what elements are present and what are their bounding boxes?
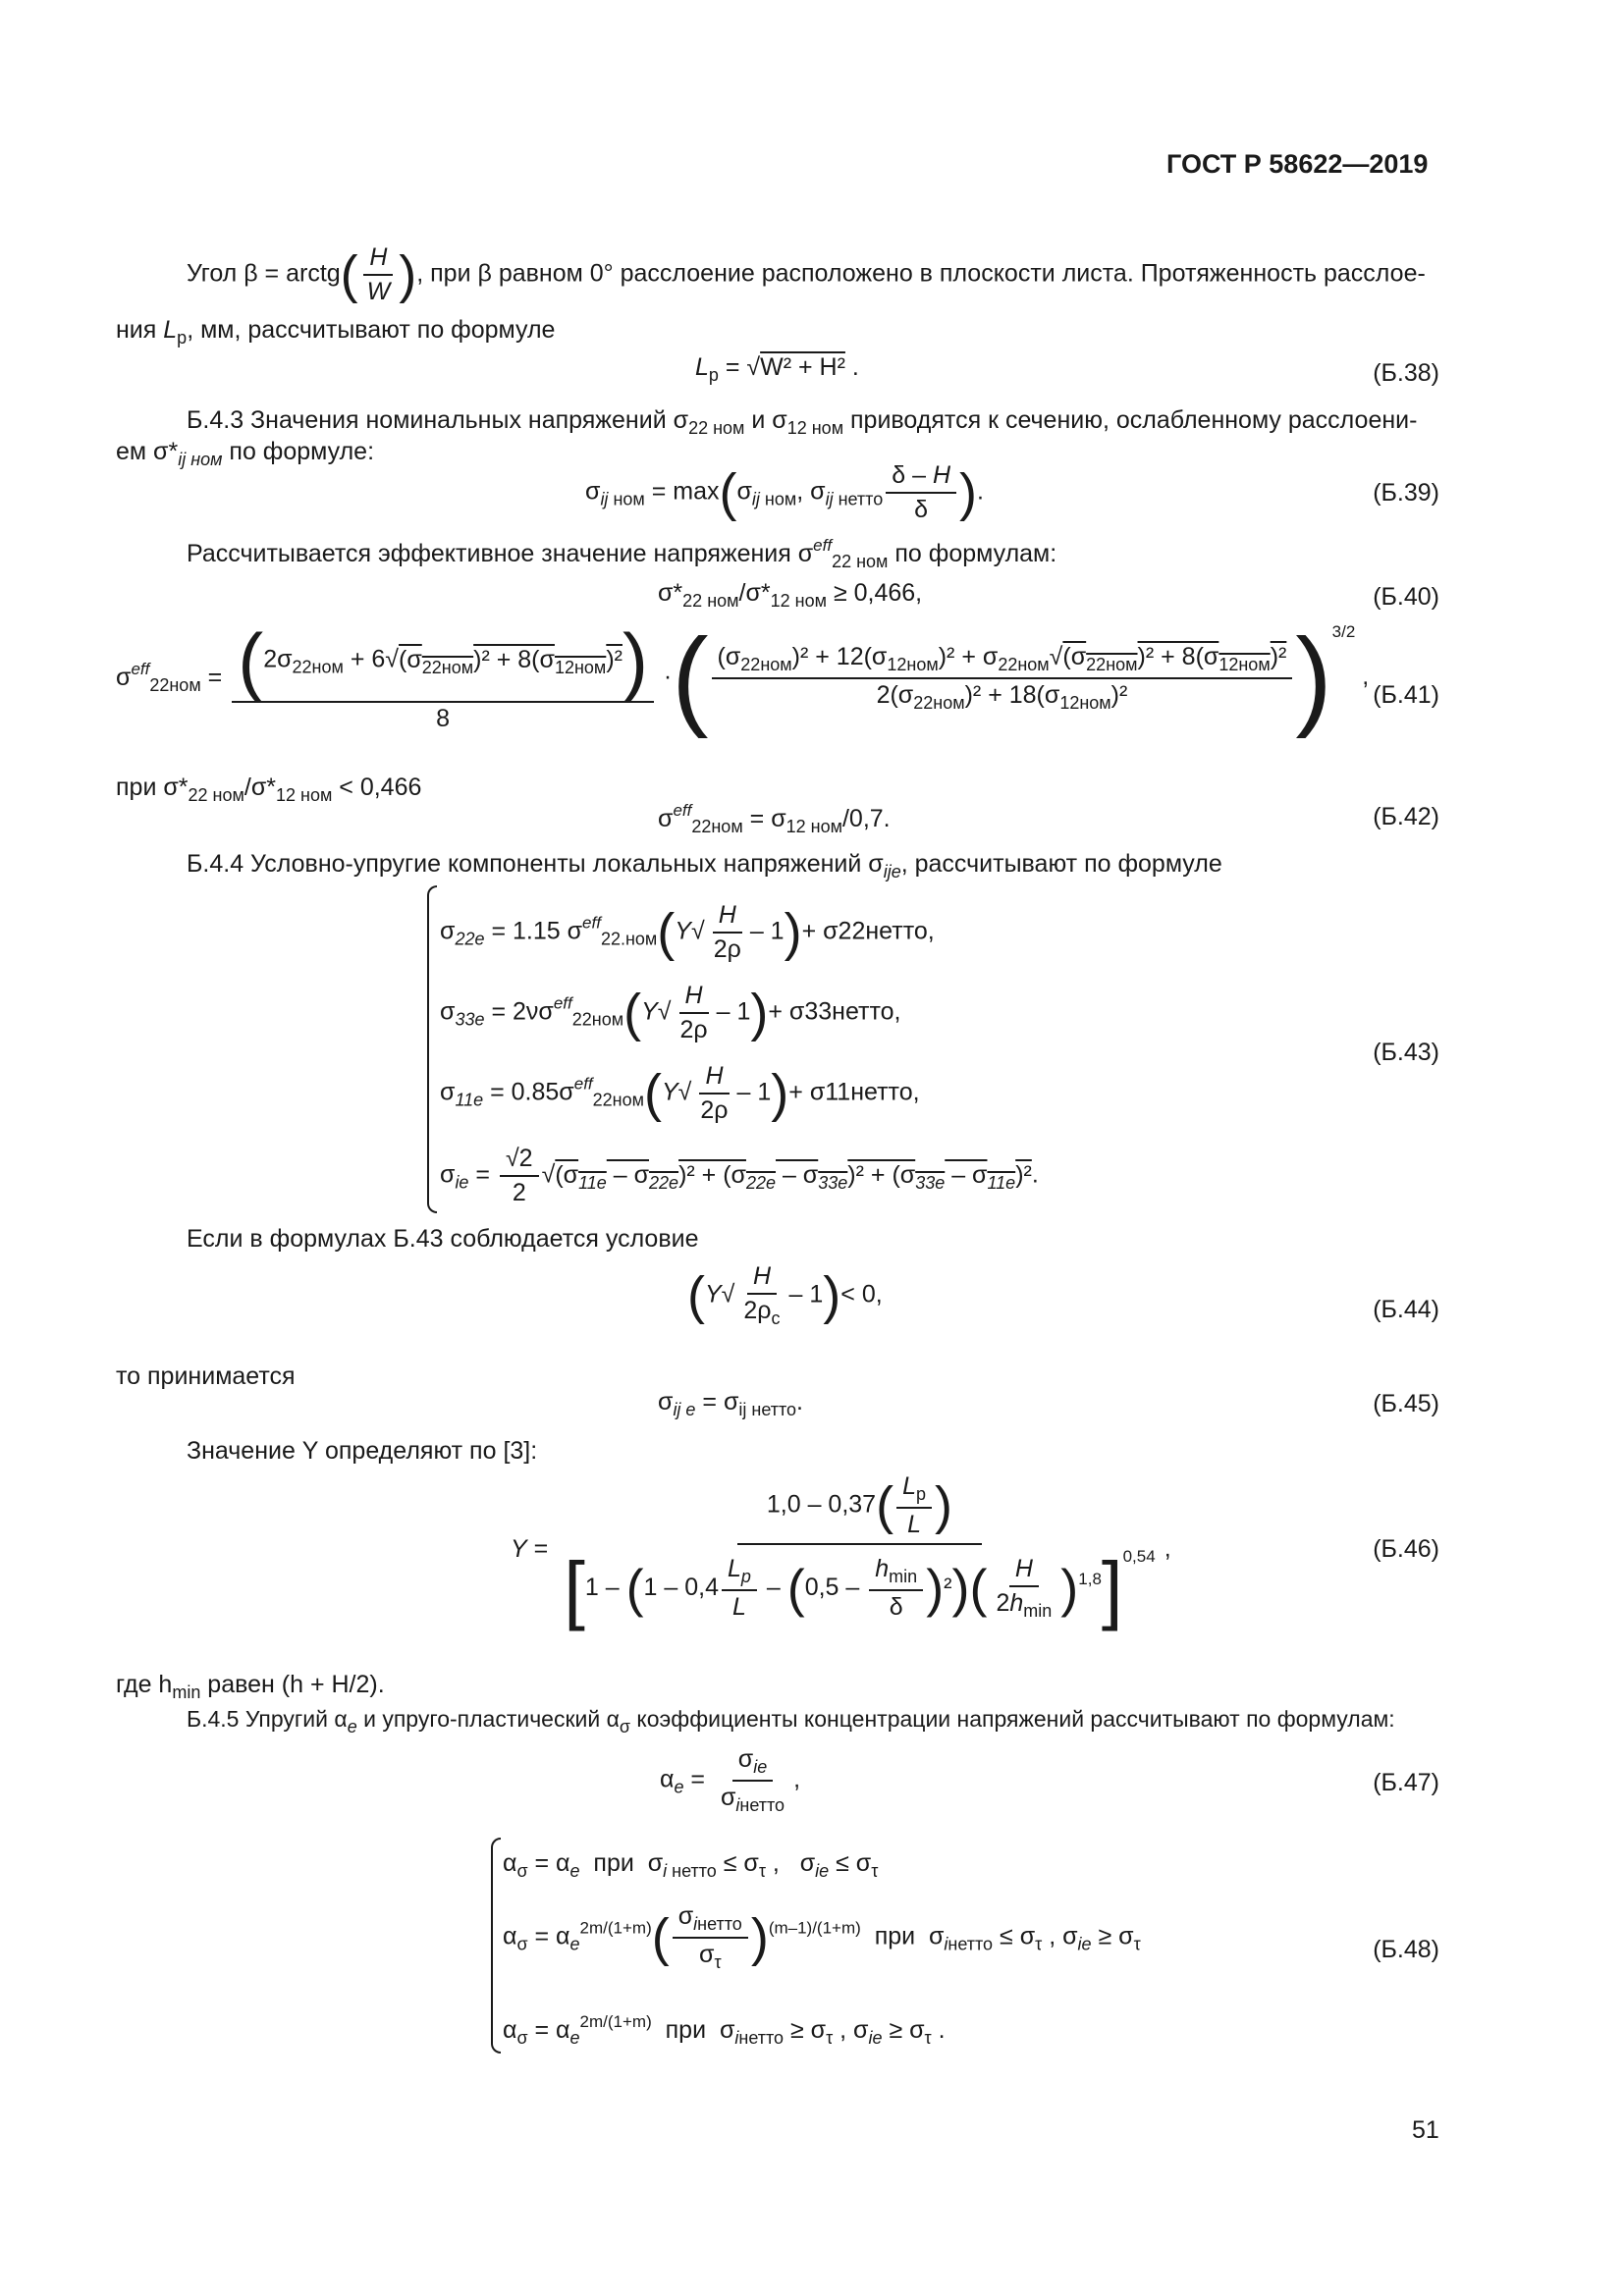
angle-text-b: , при β равном 0° расслоение расположено в плоскости листа. Протяженность расслое- <box>416 259 1426 288</box>
paragraph-cond-lt: при $\sigma*_{22 ном}/\sigma*_{12 ном} < 0,466$ <box>116 774 422 805</box>
b43-text-d: ем σ* <box>116 438 179 465</box>
formula-b39: $\sigma_{ij ном} = \max(\sigma_{ij ном}$, $\sigma_{ij нетто}$ $\frac{\delta - H}{\delta}$ ). <box>585 461 984 523</box>
b39-max: max <box>673 477 720 506</box>
eq-number-b48: (Б.48) <box>1373 1936 1439 1963</box>
paragraph-if-b43: Если в формулах Б.43 соблюдается условие <box>187 1225 699 1253</box>
b43-text-a: Б.4.3 Значения номинальных напряжений σ <box>187 406 689 434</box>
b43-text-e: по формуле: <box>222 438 375 465</box>
paragraph-eff: Рассчитывается эффективное значение напряжения $\sigma^{eff}_{22 ном}$ по формулам: <box>187 536 1057 571</box>
eff-text-b: по формулам: <box>888 540 1057 567</box>
eq-number-b39: (Б.39) <box>1373 479 1439 507</box>
b40-a: σ* <box>658 579 683 607</box>
sub-p: p <box>177 328 188 347</box>
paragraph-then: то принимается <box>116 1362 296 1390</box>
b42-tail: /0,7. <box>841 805 891 832</box>
b45-sub-r: ij нетто <box>738 1400 797 1419</box>
b43-line2: $\sigma_{33e} = 2\nu\sigma^{eff}_{22ном}(Y√$ $\frac{H}{2\rho}$ – 1)+ σ33нетто, <box>440 982 901 1043</box>
formula-b38: $L_p = √W^2 + H^2$ . <box>695 353 859 385</box>
formula-b40: $\sigma*_{22 ном}/\sigma*_{12 ном} \ge 0,466$, <box>658 579 923 611</box>
b43-l2: = 2ν <box>491 997 539 1026</box>
eq-number-b44: (Б.44) <box>1373 1296 1439 1323</box>
paragraph-length: ния $L_p$, мм, рассчитывают по формуле <box>116 316 556 347</box>
eff-text-a: Рассчитывается эффективное значение напряжения σ <box>187 540 814 567</box>
formula-b45 <box>658 1388 803 1420</box>
paragraph-b43-cont: ем $\sigma*_{ij ном}$ по формуле: <box>116 438 375 469</box>
eq-number-b47: (Б.47) <box>1373 1769 1439 1796</box>
b45-text-c: коэффициенты концентрации напряжений рассчитывают по формулам: <box>630 1706 1395 1732</box>
b45-rhs: = σ <box>695 1388 739 1415</box>
formula-b47: $\alpha_e$ = $\frac{\sigma_{ie}}{\sigma_{iнетто}}$ , <box>660 1745 801 1815</box>
b43-text-b: и σ <box>744 406 787 434</box>
b48-line3: $\alpha_\sigma = \alpha_e^{2m/(1+m)}$ при $\sigma_{iнетто} \ge \sigma_\tau$ , $\sigma_{ie} \ge \sigma_\tau$ . <box>503 2012 946 2048</box>
eq-number-b43: (Б.43) <box>1373 1039 1439 1066</box>
b43-line1: $\sigma_{22e} = 1.15$ $\sigma^{eff}_{22.ном}(Y√$ $\frac{H}{2\rho}$ – 1)+ σ22нетто, <box>440 901 935 963</box>
length-text-b: , мм, рассчитывают по формуле <box>187 316 556 344</box>
b43-line3: $\sigma_{11e} = 0.85\sigma^{eff}_{22ном}(Y√$ $\frac{H}{2\rho}$ – 1)+ σ11нетто, <box>440 1062 920 1124</box>
b43-l4-end: . <box>1031 1160 1039 1189</box>
paragraph-y-def: Значение Y определяют по [3]: <box>187 1437 538 1465</box>
paragraph-b45: Б.4.5 Упругий $\alpha_e$ и упруго-пластический $\alpha_\sigma$ коэффициенты концентрации напряжений рассчитывают по формулам: <box>187 1706 1395 1736</box>
formula-b44: (Y√ $\frac{H}{2\rho_c}$ – 1)< 0, <box>687 1262 883 1328</box>
b38-rhs: W² + H² <box>760 353 845 381</box>
b43-text-c: приводятся к сечению, ослабленному расслоени- <box>843 406 1418 434</box>
b44-text-a: Б.4.4 Условно-упругие компоненты локальных напряжений σ <box>187 850 884 878</box>
b45-text-a: Б.4.5 Упругий α <box>187 1706 348 1732</box>
b40-b: /σ* <box>738 579 771 607</box>
b43-line4: $\sigma_{ie}$ = $\frac{√2}{2}$ $√(\sigma_{11e} - \sigma_{22e})^2 + (\sigma_{22e} - \sigma_{33e})^2 + (\sigma_{33e} - \sigma_{11e})^2$. <box>440 1145 1039 1206</box>
b46-exp-a: 1,8 <box>1078 1570 1102 1588</box>
angle-text-a: Угол β = arctg <box>187 259 341 288</box>
b43-l1-end: + σ22нетто, <box>801 917 935 945</box>
length-text-a: ния <box>116 316 164 344</box>
paragraph-b43: Б.4.3 Значения номинальных напряжений $\sigma_{22 ном}$ и $\sigma_{12 ном}$ приводятся к сечению, ослабленному расслоени- <box>187 406 1418 438</box>
formula-b46: Y = 1,0 – 0,37( $\frac{L_p}{L}$ ) [1 – (1 – 0,4 $\frac{L_p}{L}$ – (0,5 – $\frac{h_{min}}{\delta}$ )²)( $\frac{H}{2h_{min}}$ )$^{1,8}$]$^{0,54}$ , <box>511 1472 1171 1632</box>
paragraph-b44: Б.4.4 Условно-упругие компоненты локальных напряжений $\sigma_{ije}$, рассчитывают по формуле <box>187 850 1222 881</box>
b48-line2: $\alpha_\sigma = \alpha_e^{2m/(1+m)}$( $\frac{\sigma_{iнетто}}{\sigma_\tau}$ )$^{(m-1)/(1+m)}$ при $\sigma_{iнетто} \le \sigma_\tau$ , $\sigma_{ie} \ge \sigma_\tau$ <box>503 1902 1141 1972</box>
b45-sub-l: ij e <box>673 1400 696 1419</box>
b48-line1: $\alpha_\sigma = \alpha_e$ при $\sigma_{i нетто} \le \sigma_\tau$ , $\sigma_{ie} \le \sigma_\tau$ <box>503 1849 879 1881</box>
b43-l3: = 0.85 <box>490 1078 560 1106</box>
b41-den-left: 8 <box>436 705 451 732</box>
b48-brace <box>491 1838 501 2054</box>
b41-exp: 3/2 <box>1331 622 1356 642</box>
paragraph-hmin: где $h_{min}$ равен (h + H/2). <box>116 1671 385 1702</box>
b40-c: ≥ 0,466, <box>827 579 923 607</box>
hmin-b: равен (h + H/2). <box>200 1671 385 1698</box>
b43-l2-end: + σ33нетто, <box>768 997 901 1026</box>
b45-lhs: σ <box>658 1388 674 1415</box>
b43-brace <box>427 885 437 1213</box>
formula-b41: $\sigma^{eff}_{22ном}$ = $\frac{(2\sigma_{22ном} + 6√(\sigma_{22ном})^2 + 8(\sigma_{12ном})^2)}{8}$ ·( $\frac{(\sigma_{22ном})^2 + 12(\sigma_{12ном})^2 + \sigma_{22ном}√(\sigma_{22ном})^2 + 8(\sigma_{12ном})^2}{2(\sigma_{22ном})^2 + 18(\sigma_{12ном})^2}$ )$^{3/2}$ , <box>116 615 1370 739</box>
hmin-a: где h <box>116 1671 173 1698</box>
b46-num-a: 1,0 – 0,37 <box>766 1490 877 1519</box>
b43-l3-end: + σ11нетто, <box>788 1078 920 1106</box>
eq-number-b42: (Б.42) <box>1373 803 1439 830</box>
b42-rhs: = σ <box>742 805 786 832</box>
b45-text-b: и упруго-пластический α <box>356 1706 620 1732</box>
paragraph-angle: Угол β = arctg( $\frac{H}{W}$ ), при β равном 0° расслоение расположено в плоскости листа. Протяженность расслое- <box>187 243 1426 305</box>
eq-number-b40: (Б.40) <box>1373 583 1439 611</box>
page-number: 51 <box>1412 2116 1439 2144</box>
eq-number-b41: (Б.41) <box>1373 681 1439 709</box>
b45-end: . <box>796 1388 803 1415</box>
cond-lt-c: < 0,466 <box>332 774 422 801</box>
eq-number-b46: (Б.46) <box>1373 1535 1439 1563</box>
b43-l1-tail: – 1 <box>749 917 785 945</box>
standard-header: ГОСТ Р 58622—2019 <box>1166 149 1429 179</box>
b43-l1: = 1.15 <box>491 917 561 945</box>
b46-exp-b: 0,54 <box>1122 1547 1156 1566</box>
b44-tail: < 0, <box>840 1280 883 1308</box>
formula-b42: $\sigma^{eff}_{22ном} = \sigma_{12 ном}/0,7$. <box>658 801 891 836</box>
eq-number-b38: (Б.38) <box>1373 359 1439 387</box>
cond-lt-a: при σ* <box>116 774 189 801</box>
cond-lt-b: /σ* <box>244 774 276 801</box>
b44-text-b: , рассчитывают по формуле <box>900 850 1222 878</box>
eq-number-b45: (Б.45) <box>1373 1390 1439 1417</box>
